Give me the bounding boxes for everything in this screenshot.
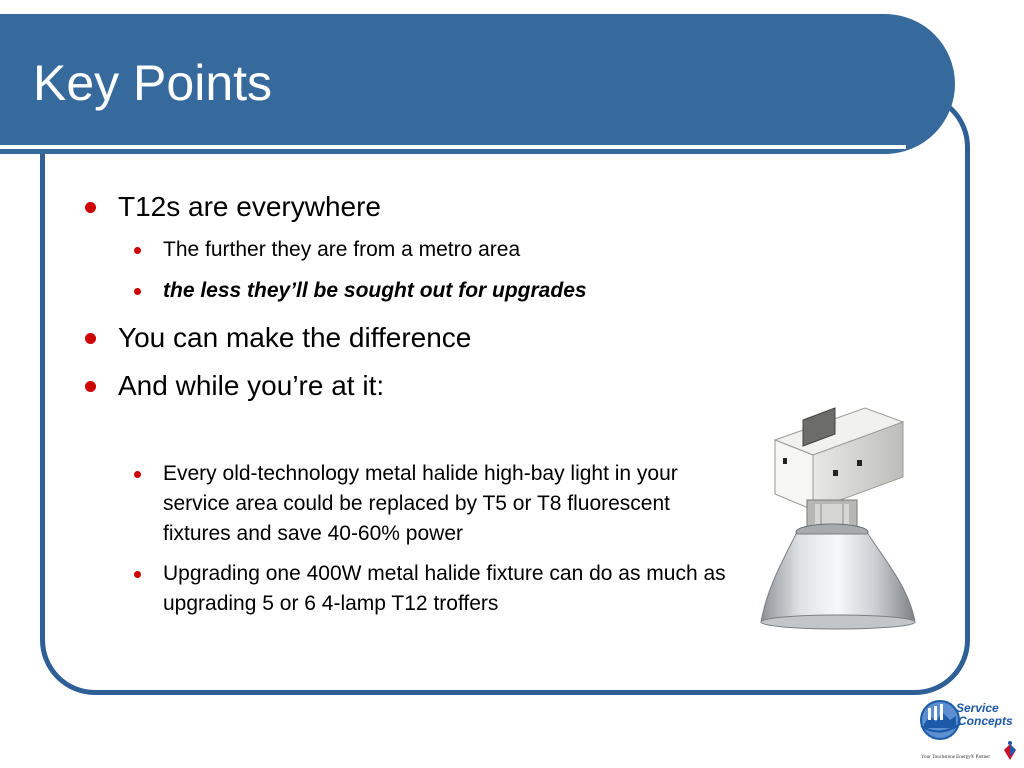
bullet-text: You can make the difference [118,322,472,353]
bullet-text: the less they’ll be sought out for upgrades [163,279,587,302]
bullet-sought-out [163,279,587,303]
bullet-t12s-everywhere [118,191,381,223]
high-bay-fixture-icon [755,400,925,632]
bullet-dot-icon [134,288,141,295]
bullet-dot-icon [134,247,141,254]
bullet-metal-halide [163,459,733,549]
title-bar [0,14,955,154]
logo-name-line2: Concepts [958,714,1013,728]
logo-tagline: Your Touchstone Energy® Partner [921,755,990,760]
bullet-dot-icon [85,333,96,344]
bullet-text: And while you’re at it: [118,370,385,401]
touchstone-energy-icon [1004,741,1016,760]
bullet-dot-icon [134,571,141,578]
bullet-dot-icon [134,471,141,478]
bullet-text: Upgrading one 400W metal halide fixture can do as much as upgrading 5 or 6 4-lamp T12 troffers [163,562,726,615]
bullet-400w-upgrade [163,559,733,619]
bullet-make-difference [118,322,471,354]
bullet-while-at-it [118,370,384,402]
bullet-text: T12s are everywhere [118,191,382,222]
bullet-text: Every old-technology metal halide high-bay light in your service area could be replaced by T5 or T8 fluorescent fixtures and save 40-60% power [163,462,678,545]
logo-name-line1: Service [956,701,999,715]
bullet-text: The further they are from a metro area [163,238,521,261]
bullet-metro-area [163,238,520,262]
service-concepts-logo [918,694,1020,764]
bullet-dot-icon [85,381,96,392]
slide-title: Key Points [33,55,273,111]
title-underline [0,145,906,149]
bullet-dot-icon [85,202,96,213]
